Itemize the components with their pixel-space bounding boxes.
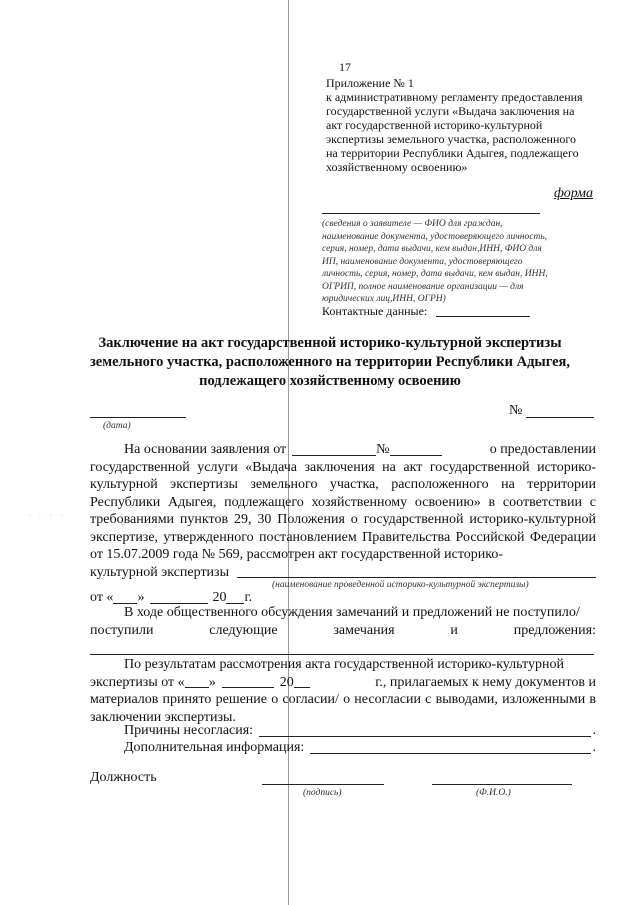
number-sign: №: [509, 403, 523, 418]
paragraph-basis-text: государственной услуги «Выдача заключения на акт государственной историко-культурной экспертизы земельного участка, расположенного на территории Республики Адыгея, подлежащего хозяйственному освоению» в соответствии с требованиями пунктов 29, 30 Положения о государственной историко-культурной экспертизе, утвержденного постановлением Правительства Российской Федерации от 15.07.2009 года № 569, рассмотрен акт государственной историко-: [90, 459, 596, 562]
applicant-hint-line: ИП, наименование документа, удостоверяющего: [322, 256, 523, 267]
application-number-field[interactable]: [390, 455, 442, 456]
expertise-hint: (наименование проведенной историко-культурной экспертизы): [272, 580, 529, 590]
appendix-line: хозяйственному освоению»: [326, 160, 468, 174]
additional-info-field[interactable]: [310, 753, 590, 754]
applicant-hint-line: юридических лиц,ИНН, ОГРН): [322, 294, 446, 304]
result-day-field[interactable]: [185, 687, 209, 688]
paragraph-discussion-line: В ходе общественного обсуждения замечаний и предложений не поступило/: [124, 605, 580, 620]
signature-hint: (подпись): [303, 788, 342, 798]
appendix-line: государственной услуги «Выдача заключения на: [326, 104, 575, 118]
page-number: 17: [339, 60, 351, 74]
expertise-date-line: от « » 20 г.: [90, 590, 253, 605]
additional-info-label: Дополнительная информация:: [124, 740, 305, 755]
remarks-field-line[interactable]: [90, 654, 594, 655]
appendix-line: акт государственной историко-культурной: [326, 118, 543, 132]
appendix-title: Приложение № 1: [326, 76, 414, 90]
appendix-line: экспертизы земельного участка, расположенного: [326, 132, 576, 146]
date-field-line[interactable]: [90, 417, 186, 418]
disagreement-row: Причины несогласия: .: [124, 723, 596, 738]
applicant-field-line[interactable]: [322, 213, 540, 214]
position-label: Должность: [90, 770, 157, 785]
title-line: подлежащего хозяйственному освоению: [199, 373, 461, 389]
applicant-hint-line: ОГРИП, полное наименование организации — для: [322, 281, 524, 292]
margin-scan-mark: · · · ·: [28, 511, 66, 520]
paragraph-basis-last-line: культурной экспертизы: [90, 564, 596, 582]
appendix-block: [326, 76, 606, 174]
paragraph-result: [90, 656, 596, 726]
paragraph-basis: [90, 441, 596, 581]
applicant-hint-line: (сведения о заявителе — ФИО для граждан,: [322, 219, 503, 229]
signature-field-line[interactable]: [262, 784, 384, 785]
applicant-hint-line: личность, серия, номер, дата выдачи, кем выдан, ИНН,: [322, 269, 548, 279]
paragraph-basis-first-line: На основании заявления от № о предоставлении: [124, 442, 596, 457]
contacts-label: Контактные данные:: [322, 304, 428, 318]
contacts-field-line[interactable]: [436, 316, 530, 317]
result-year-field[interactable]: [294, 687, 310, 688]
paragraph-result-text: материалов принято решение о согласии/ о несогласии с выводами, изложенными в заключении экспертизы.: [90, 692, 596, 725]
disagreement-label: Причины несогласия:: [124, 723, 254, 738]
paragraph-result-date-line: экспертизы от « » 20 г., прилагаемых к нему документов и: [90, 674, 596, 690]
applicant-hint-line: наименование документа, удостоверяющего личность,: [322, 231, 548, 242]
additional-info-row: Дополнительная информация: .: [124, 740, 596, 755]
applicant-hint: [322, 218, 592, 306]
date-hint: (дата): [103, 421, 131, 431]
document-title: [80, 334, 580, 391]
paragraph-discussion-line: поступили следующие замечания и предложения:: [90, 622, 596, 638]
result-month-field[interactable]: [222, 687, 274, 688]
application-date-field[interactable]: [292, 455, 376, 456]
paragraph-result-line: По результатам рассмотрения акта государственной историко-культурной: [124, 657, 564, 672]
fio-hint: (Ф.И.О.): [476, 788, 511, 798]
fio-field-line[interactable]: [432, 784, 572, 785]
title-line: земельного участка, расположенного на территории Республики Адыгея,: [89, 354, 571, 370]
disagreement-field[interactable]: [259, 736, 590, 737]
expertise-name-field[interactable]: [237, 577, 596, 578]
appendix-line: к административному регламенту предоставления: [326, 90, 583, 104]
applicant-hint-line: серия, номер, дата выдачи, кем выдан,ИНН, ФИО для: [322, 244, 542, 254]
number-field-line[interactable]: [526, 417, 594, 418]
appendix-line: на территории Республики Адыгея, подлежащего: [326, 146, 579, 160]
form-label: форма: [554, 186, 593, 201]
title-line: Заключение на акт государственной историко-культурной экспертизы: [98, 335, 562, 351]
paragraph-discussion: [90, 604, 596, 639]
